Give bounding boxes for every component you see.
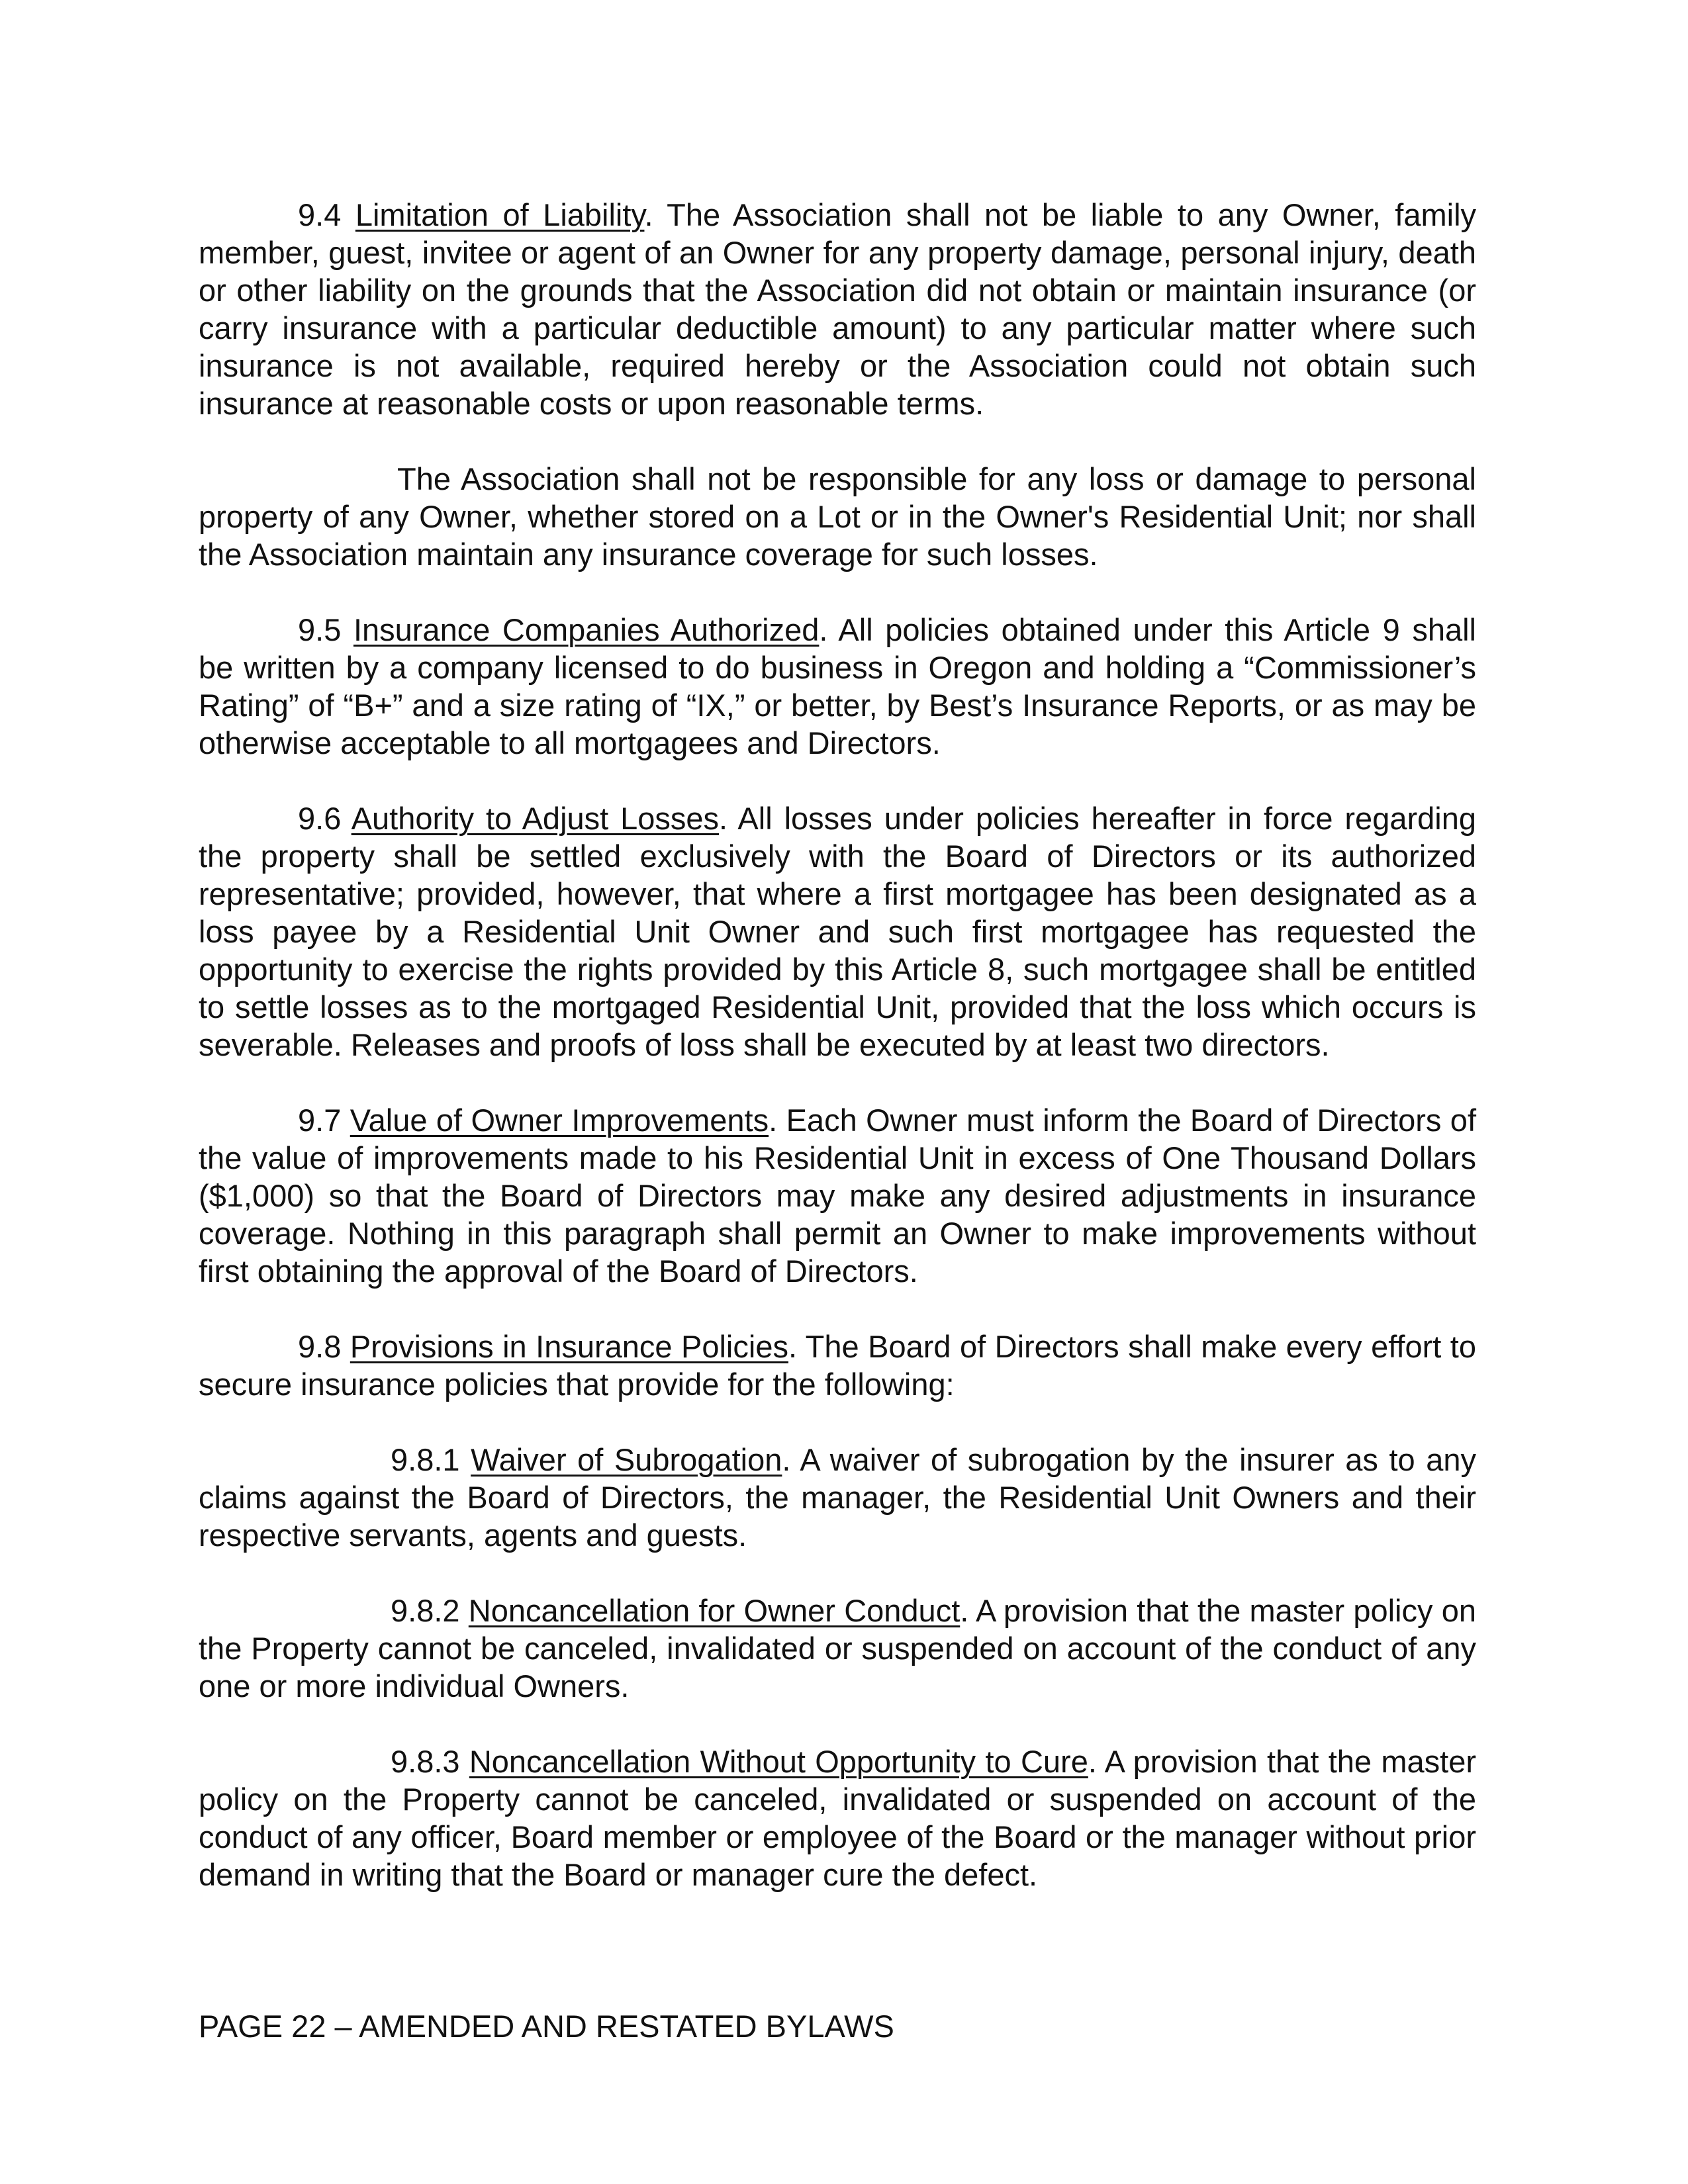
section-9-8-1 — [199, 1441, 1476, 1554]
section-text: . The Board of Directors shall make every effort to secure insurance policies that provide for the following: — [199, 1329, 1476, 1402]
section-9-4 — [199, 196, 1476, 422]
section-text: . All policies obtained under this Article 9 shall be written by a company licensed to do business in Oregon and holding a “Commissioner’s Rating” of “B+” and a size rating of “IX,” or better, by Best’s Insurance Reports, or as may be otherwise acceptable to all mortgagees and Directors. — [199, 612, 1476, 760]
section-number: 9.8 — [298, 1329, 342, 1364]
section-heading: Provisions in Insurance Policies — [350, 1329, 788, 1364]
section-9-6 — [199, 799, 1476, 1064]
section-9-8-3 — [199, 1743, 1476, 1893]
document-body — [199, 196, 1476, 1931]
section-text: . A provision that the master policy on the Property cannot be canceled, invalidated or suspended on account of the conduct of any officer, Board member or employee of the Board or the manager without prior demand in writing that the Board or manager cure the defect. — [199, 1744, 1476, 1892]
section-number: 9.5 — [298, 612, 342, 647]
section-number: 9.6 — [298, 801, 342, 836]
section-heading: Waiver of Subrogation — [471, 1442, 782, 1477]
section-9-7 — [199, 1101, 1476, 1290]
section-number: 9.7 — [298, 1103, 342, 1138]
section-text: . A waiver of subrogation by the insurer as to any claims against the Board of Directors, the manager, the Residential Unit Owners and their respective servants, agents and guests. — [199, 1442, 1476, 1553]
section-9-8 — [199, 1328, 1476, 1403]
section-9-5 — [199, 611, 1476, 762]
section-text: . Each Owner must inform the Board of Directors of the value of improvements made to his Residential Unit in excess of One Thousand Dollars ($1,000) so that the Board of Directors may make any desired adjustments in insurance coverage. Nothing in this paragraph shall permit an Owner to make improvements without first obtaining the approval of the Board of Directors. — [199, 1103, 1476, 1289]
section-9-4-paragraph-2 — [199, 460, 1476, 573]
section-text: . The Association shall not be liable to any Owner, family member, guest, invitee or agent of an Owner for any property damage, personal injury, death or other liability on the grounds that the Association did not obtain or maintain insurance (or carry insurance with a particular deductible amount) to any particular matter where such insurance is not available, required hereby or the Association could not obtain such insurance at reasonable costs or upon reasonable terms. — [199, 197, 1477, 421]
section-heading: Limitation of Liability — [355, 197, 645, 232]
section-text: . A provision that the master policy on the Property cannot be canceled, invalidated or suspended on account of the conduct of any one or more individual Owners. — [199, 1593, 1476, 1704]
section-number: 9.8.3 — [391, 1744, 460, 1779]
page-footer: PAGE 22 – AMENDED AND RESTATED BYLAWS — [199, 2009, 894, 2044]
section-9-8-2 — [199, 1592, 1476, 1705]
section-number: 9.8.1 — [391, 1442, 460, 1477]
section-text: . All losses under policies hereafter in force regarding the property shall be settled exclusively with the Board of Directors or its authorized representative; provided, however, that where a first mortgagee has been designated as a loss payee by a Residential Unit Owner and such first mortgagee has requested the opportunity to exercise the rights provided by this Article 8, such mortgagee shall be entitled to settle losses as to the mortgaged Residential Unit, provided that the loss which occurs is severable. Releases and proofs of loss shall be executed by at least two directors. — [199, 801, 1476, 1062]
section-text: The Association shall not be responsible for any loss or damage to personal property of any Owner, whether stored on a Lot or in the Owner's Residential Unit; nor shall the Association maintain any insurance coverage for such losses. — [199, 461, 1476, 572]
section-number: 9.4 — [298, 197, 342, 232]
section-number: 9.8.2 — [391, 1593, 460, 1628]
section-heading: Noncancellation for Owner Conduct — [468, 1593, 961, 1628]
section-heading: Authority to Adjust Losses — [351, 801, 720, 836]
section-heading: Noncancellation Without Opportunity to Cure — [469, 1744, 1088, 1779]
section-heading: Value of Owner Improvements — [350, 1103, 769, 1138]
section-heading: Insurance Companies Authorized — [353, 612, 820, 647]
